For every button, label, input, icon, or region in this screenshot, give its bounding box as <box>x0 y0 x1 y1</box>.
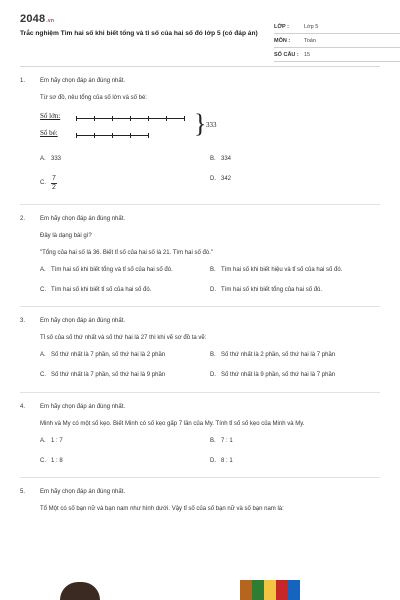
answer-option-a[interactable] <box>40 437 210 445</box>
logo-text: 2048 <box>20 13 46 25</box>
option-text: 333 <box>51 156 62 163</box>
option-text: Số thứ nhất là 7 phần, số thứ hai là 9 phần <box>51 372 166 379</box>
question-prompt: Em hãy chọn đáp án đúng nhất. <box>40 78 126 84</box>
bar-tick <box>76 116 77 121</box>
meta-value: 15 <box>304 51 311 58</box>
question-text: Đây là dạng bài gì? <box>40 232 92 239</box>
fraction-numerator: 7 <box>52 175 56 183</box>
meta-value: Lớp 5 <box>304 23 319 30</box>
answer-option-d[interactable] <box>210 175 380 191</box>
question-4 <box>20 403 380 477</box>
site-logo[interactable] <box>20 12 54 27</box>
option-text: 8 : 1 <box>221 457 233 464</box>
option-text: 1 : 7 <box>51 437 63 444</box>
option-letter: C. <box>40 372 46 379</box>
meta-label: SỐ CÂU : <box>274 51 299 58</box>
option-text: Số thứ nhất là 7 phần, số thứ hai là 2 phần <box>51 352 166 359</box>
question-number: 5. <box>20 488 26 495</box>
answer-option-c[interactable] <box>40 175 210 191</box>
question-5 <box>20 488 380 513</box>
option-text: Tìm hai số khi biết tỉ số của hai số đó. <box>51 287 152 294</box>
bar-tick <box>94 116 95 121</box>
option-letter: A. <box>40 266 46 273</box>
option-letter: A. <box>40 352 46 359</box>
option-letter: B. <box>210 437 216 444</box>
question-number: 3. <box>20 318 26 325</box>
question-text: Từ sơ đồ, nêu tổng của số lớn và số bé: <box>40 95 147 102</box>
bar-tick <box>94 133 95 138</box>
option-text: Tìm hai số khi biết tổng và tỉ số của hai số đó. <box>51 266 173 273</box>
bar-tick <box>112 116 113 121</box>
question-prompt: Em hãy chọn đáp án đúng nhất. <box>40 403 126 410</box>
bar-tick <box>112 133 113 138</box>
question-number: 1. <box>20 78 26 84</box>
logo-suffix: .vn <box>46 18 55 24</box>
answer-option-d[interactable] <box>210 457 380 465</box>
bar-tick <box>184 116 185 121</box>
meta-value: Toán <box>304 37 316 44</box>
answer-option-c[interactable] <box>40 457 210 465</box>
option-text: 1 : 8 <box>51 457 63 464</box>
answer-options <box>40 266 380 306</box>
question-number: 2. <box>20 215 26 222</box>
question-text: Minh và My có một số kẹo. Biết Minh có số kẹo gấp 7 lần của My. Tính tỉ số số kẹo của Minh và My. <box>40 420 305 427</box>
question-text: "Tổng của hai số là 36. Biết tỉ số của hai số là 21. Tìm hai số đó." <box>40 249 213 256</box>
document-header <box>20 10 380 60</box>
answer-option-a[interactable] <box>40 351 210 359</box>
small-number-label: Số bé: <box>40 129 58 138</box>
question-separator <box>20 392 380 393</box>
meta-label: LỚP : <box>274 23 289 30</box>
fraction <box>51 175 57 191</box>
answer-option-d[interactable] <box>210 286 380 294</box>
question-separator <box>20 306 380 307</box>
option-letter: D. <box>210 287 216 294</box>
answer-option-b[interactable] <box>210 351 380 359</box>
option-text: Tìm hai số khi biết hiệu và tỉ số của hai số đó. <box>221 266 343 273</box>
option-text: 7 : 1 <box>221 437 233 444</box>
answer-option-c[interactable] <box>40 371 210 379</box>
bar-tick <box>76 133 77 138</box>
option-text: Số thứ nhất là 2 phần, số thứ hai là 7 phần <box>221 352 336 359</box>
meta-table <box>274 22 400 64</box>
question-text: Tổ Một có số bạn nữ và bạn nam như hình dưới. Vậy tỉ số của số bạn nữ và số bạn nam là: <box>40 505 284 512</box>
sum-value: 333 <box>206 121 217 130</box>
question-prompt: Em hãy chọn đáp án đúng nhất. <box>40 215 126 222</box>
option-text: 334 <box>221 156 232 163</box>
option-letter: A. <box>40 156 46 163</box>
option-text: Tìm hai số khi biết tổng của hai số đó. <box>221 287 323 294</box>
meta-label: MÔN : <box>274 37 291 44</box>
option-letter: D. <box>210 457 216 464</box>
answer-options <box>40 155 380 203</box>
meta-row-class <box>274 22 400 34</box>
option-letter: C. <box>40 180 46 187</box>
bar-tick <box>166 116 167 121</box>
option-letter: D. <box>210 176 216 183</box>
question-prompt: Em hãy chọn đáp án đúng nhất. <box>40 318 126 325</box>
bar-tick <box>130 133 131 138</box>
segment-diagram <box>40 111 380 147</box>
question-2 <box>20 215 380 306</box>
large-number-label: Số lớn: <box>40 112 61 121</box>
brace: } <box>194 109 207 139</box>
bar-tick <box>148 133 149 138</box>
answer-options <box>40 351 380 391</box>
answer-option-c[interactable] <box>40 286 210 294</box>
question-3 <box>20 317 380 391</box>
option-letter: B. <box>210 156 216 163</box>
question-separator <box>20 477 380 478</box>
fraction-denominator: 2 <box>52 183 56 191</box>
meta-row-subject <box>274 36 400 48</box>
meta-row-count <box>274 50 400 62</box>
header-divider <box>20 66 380 67</box>
option-letter: B. <box>210 352 216 359</box>
question-separator <box>20 204 380 205</box>
answer-options <box>40 437 380 477</box>
option-letter: C. <box>40 287 46 294</box>
option-text: 342 <box>221 176 232 183</box>
question-prompt: Em hãy chọn đáp án đúng nhất. <box>40 488 126 495</box>
question-number: 4. <box>20 403 26 410</box>
answer-option-b[interactable] <box>210 437 380 445</box>
option-letter: A. <box>40 437 46 444</box>
answer-option-d[interactable] <box>210 371 380 379</box>
option-letter: C. <box>40 457 46 464</box>
question-text: Tỉ số của số thứ nhất và số thứ hai là 27 thì khi vẽ sơ đồ ta vẽ: <box>40 335 207 342</box>
illustration-boys-image <box>240 580 300 600</box>
answer-option-b[interactable] <box>210 155 380 163</box>
question-1 <box>20 77 380 204</box>
answer-option-a[interactable] <box>40 266 210 274</box>
option-letter: B. <box>210 266 216 273</box>
illustration-girls-image <box>60 582 100 600</box>
bar-tick <box>130 116 131 121</box>
bar-tick <box>148 116 149 121</box>
option-letter: D. <box>210 372 216 379</box>
answer-option-a[interactable] <box>40 155 210 163</box>
option-text: Số thứ nhất là 9 phần, số thứ hai là 7 phần <box>221 372 336 379</box>
document-title: Trắc nghiệm Tìm hai số khi biết tổng và tỉ số của hai số đó lớp 5 (có đáp án) <box>20 30 258 37</box>
answer-option-b[interactable] <box>210 266 380 274</box>
